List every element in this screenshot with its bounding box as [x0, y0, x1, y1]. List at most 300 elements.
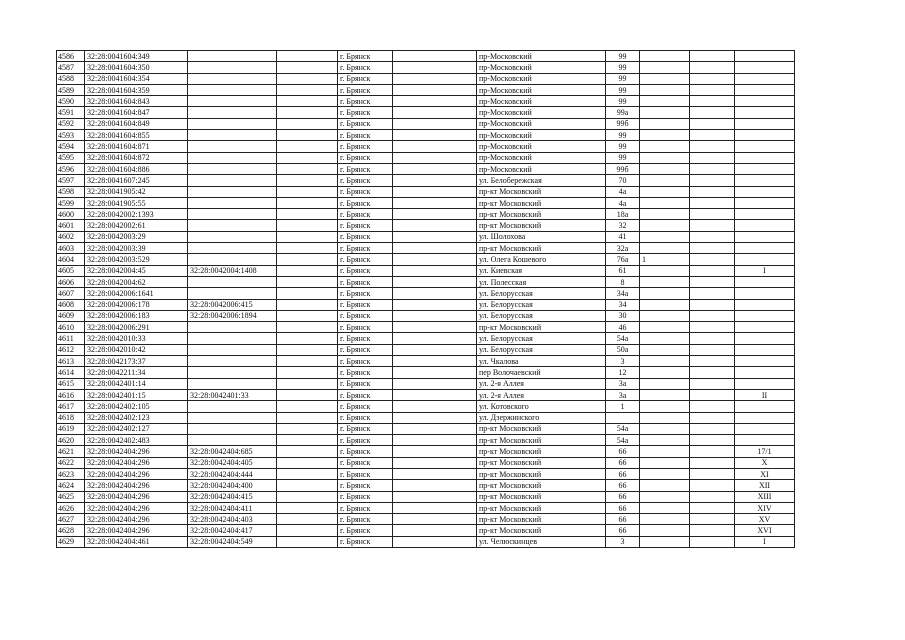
cell-empty-col-10	[690, 468, 735, 479]
cell-empty-col-6	[393, 186, 477, 197]
cell-related-cadastral-number	[188, 231, 277, 242]
cell-house-number: 3	[606, 356, 640, 367]
cell-street: пр-Московский	[477, 141, 606, 152]
cell-house-number: 34а	[606, 288, 640, 299]
cell-house-number: 34	[606, 299, 640, 310]
cell-related-cadastral-number: 32:28:0042404:415	[188, 491, 277, 502]
cell-house-number: 99	[606, 73, 640, 84]
cell-related-cadastral-number	[188, 118, 277, 129]
cell-empty-col-4	[277, 525, 338, 536]
cell-premises-number	[735, 243, 795, 254]
cell-city: г. Брянск	[338, 423, 393, 434]
cell-building-number	[640, 446, 690, 457]
cell-related-cadastral-number: 32:28:0042404:400	[188, 480, 277, 491]
cell-cadastral-number: 32:28:0042006:1641	[85, 288, 188, 299]
cell-related-cadastral-number	[188, 141, 277, 152]
cell-city: г. Брянск	[338, 220, 393, 231]
cell-row-number: 4603	[57, 243, 85, 254]
cell-house-number	[606, 412, 640, 423]
cell-empty-col-6	[393, 299, 477, 310]
cell-building-number	[640, 288, 690, 299]
cell-empty-col-6	[393, 423, 477, 434]
cell-city: г. Брянск	[338, 141, 393, 152]
cell-house-number: 50а	[606, 344, 640, 355]
cell-cadastral-number: 32:28:0042404:296	[85, 446, 188, 457]
cell-cadastral-number: 32:28:0041604:350	[85, 62, 188, 73]
cell-empty-col-6	[393, 265, 477, 276]
cell-building-number	[640, 186, 690, 197]
cell-cadastral-number: 32:28:0042404:296	[85, 491, 188, 502]
cell-street: пр-кт Московский	[477, 186, 606, 197]
cell-premises-number	[735, 310, 795, 321]
cell-row-number: 4619	[57, 423, 85, 434]
cell-related-cadastral-number: 32:28:0042404:549	[188, 536, 277, 547]
cell-related-cadastral-number	[188, 175, 277, 186]
cell-empty-col-10	[690, 412, 735, 423]
cell-related-cadastral-number: 32:28:0042404:403	[188, 514, 277, 525]
cell-empty-col-10	[690, 502, 735, 513]
cell-related-cadastral-number	[188, 163, 277, 174]
table-row	[57, 389, 795, 400]
cell-building-number	[640, 378, 690, 389]
cell-empty-col-6	[393, 468, 477, 479]
cell-empty-col-10	[690, 457, 735, 468]
cell-premises-number: XV	[735, 514, 795, 525]
cell-premises-number	[735, 423, 795, 434]
cell-empty-col-6	[393, 107, 477, 118]
cell-cadastral-number: 32:28:0041905:55	[85, 197, 188, 208]
cell-empty-col-10	[690, 435, 735, 446]
table-row	[57, 175, 795, 186]
cell-row-number: 4628	[57, 525, 85, 536]
cell-row-number: 4614	[57, 367, 85, 378]
cell-related-cadastral-number	[188, 344, 277, 355]
table-row	[57, 197, 795, 208]
cell-building-number: 1	[640, 254, 690, 265]
cell-empty-col-4	[277, 163, 338, 174]
cell-related-cadastral-number	[188, 423, 277, 434]
cell-empty-col-6	[393, 152, 477, 163]
cell-empty-col-4	[277, 73, 338, 84]
cell-empty-col-4	[277, 423, 338, 434]
cell-related-cadastral-number	[188, 130, 277, 141]
cell-empty-col-6	[393, 457, 477, 468]
cell-row-number: 4621	[57, 446, 85, 457]
cell-street: пр-Московский	[477, 73, 606, 84]
cell-related-cadastral-number	[188, 412, 277, 423]
cell-city: г. Брянск	[338, 446, 393, 457]
cell-street: ул. 2-я Аллея	[477, 389, 606, 400]
cell-street: ул. Дзержинского	[477, 412, 606, 423]
cell-cadastral-number: 32:28:0042402:123	[85, 412, 188, 423]
cell-building-number	[640, 265, 690, 276]
cell-street: пр-кт Московский	[477, 502, 606, 513]
cell-related-cadastral-number	[188, 209, 277, 220]
cell-cadastral-number: 32:28:0042003:39	[85, 243, 188, 254]
cell-row-number: 4589	[57, 84, 85, 95]
cell-city: г. Брянск	[338, 84, 393, 95]
cell-premises-number	[735, 333, 795, 344]
table-row	[57, 141, 795, 152]
cell-row-number: 4588	[57, 73, 85, 84]
cell-related-cadastral-number: 32:28:0042004:1408	[188, 265, 277, 276]
cell-empty-col-6	[393, 73, 477, 84]
cell-premises-number	[735, 186, 795, 197]
table-row	[57, 107, 795, 118]
cell-premises-number: X	[735, 457, 795, 468]
cell-cadastral-number: 32:28:0042002:61	[85, 220, 188, 231]
cell-empty-col-6	[393, 220, 477, 231]
cell-house-number: 32а	[606, 243, 640, 254]
cell-empty-col-4	[277, 62, 338, 73]
cell-related-cadastral-number	[188, 333, 277, 344]
cell-cadastral-number: 32:28:0042404:296	[85, 468, 188, 479]
table-row	[57, 514, 795, 525]
cell-street: ул. Чкалова	[477, 356, 606, 367]
cell-cadastral-number: 32:28:0042404:296	[85, 514, 188, 525]
cell-empty-col-6	[393, 141, 477, 152]
cell-premises-number	[735, 209, 795, 220]
cell-street: пр-кт Московский	[477, 209, 606, 220]
cell-related-cadastral-number	[188, 288, 277, 299]
cell-street: пр-Московский	[477, 152, 606, 163]
cell-street: пр-Московский	[477, 84, 606, 95]
cell-related-cadastral-number	[188, 356, 277, 367]
cell-row-number: 4599	[57, 197, 85, 208]
cell-cadastral-number: 32:28:0042404:461	[85, 536, 188, 547]
cell-house-number: 66	[606, 514, 640, 525]
cell-empty-col-6	[393, 435, 477, 446]
cell-empty-col-4	[277, 152, 338, 163]
cell-building-number	[640, 514, 690, 525]
cell-empty-col-4	[277, 457, 338, 468]
cell-empty-col-10	[690, 276, 735, 287]
cell-city: г. Брянск	[338, 288, 393, 299]
cell-premises-number	[735, 231, 795, 242]
cell-empty-col-6	[393, 446, 477, 457]
cell-empty-col-4	[277, 401, 338, 412]
cell-building-number	[640, 367, 690, 378]
cell-premises-number	[735, 220, 795, 231]
cell-related-cadastral-number	[188, 84, 277, 95]
cell-street: ул. Белорусская	[477, 344, 606, 355]
cell-house-number: 99	[606, 141, 640, 152]
cell-empty-col-4	[277, 446, 338, 457]
cell-premises-number	[735, 130, 795, 141]
cell-empty-col-4	[277, 502, 338, 513]
cell-house-number: 4а	[606, 186, 640, 197]
table-row	[57, 446, 795, 457]
cell-street: ул. Белорусская	[477, 299, 606, 310]
table-row	[57, 310, 795, 321]
cell-related-cadastral-number	[188, 243, 277, 254]
cell-empty-col-10	[690, 491, 735, 502]
cell-row-number: 4591	[57, 107, 85, 118]
cell-row-number: 4611	[57, 333, 85, 344]
cell-premises-number	[735, 435, 795, 446]
cell-house-number: 99	[606, 51, 640, 62]
cell-related-cadastral-number	[188, 186, 277, 197]
cell-house-number: 99б	[606, 163, 640, 174]
table-row	[57, 220, 795, 231]
cell-premises-number: II	[735, 389, 795, 400]
cell-cadastral-number: 32:28:0041604:886	[85, 163, 188, 174]
cell-street: ул. Белобережская	[477, 175, 606, 186]
cell-related-cadastral-number	[188, 276, 277, 287]
cell-premises-number	[735, 141, 795, 152]
cell-street: пр-Московский	[477, 118, 606, 129]
table-row	[57, 412, 795, 423]
cell-cadastral-number: 32:28:0041604:855	[85, 130, 188, 141]
cell-related-cadastral-number	[188, 378, 277, 389]
cell-empty-col-10	[690, 378, 735, 389]
cell-row-number: 4595	[57, 152, 85, 163]
cell-building-number	[640, 356, 690, 367]
cell-empty-col-10	[690, 73, 735, 84]
cell-empty-col-4	[277, 118, 338, 129]
table-row	[57, 118, 795, 129]
cell-row-number: 4608	[57, 299, 85, 310]
cell-city: г. Брянск	[338, 389, 393, 400]
cell-row-number: 4586	[57, 51, 85, 62]
cell-building-number	[640, 536, 690, 547]
cell-house-number: 41	[606, 231, 640, 242]
cell-city: г. Брянск	[338, 96, 393, 107]
cadastral-register-table	[56, 50, 795, 548]
table-row	[57, 163, 795, 174]
cell-row-number: 4617	[57, 401, 85, 412]
cell-empty-col-6	[393, 130, 477, 141]
cell-street: пер Волочаевский	[477, 367, 606, 378]
table-row	[57, 288, 795, 299]
cell-row-number: 4602	[57, 231, 85, 242]
table-row	[57, 525, 795, 536]
cell-premises-number	[735, 356, 795, 367]
cell-premises-number: I	[735, 536, 795, 547]
cell-house-number: 4а	[606, 197, 640, 208]
cell-premises-number	[735, 254, 795, 265]
cell-city: г. Брянск	[338, 51, 393, 62]
cell-house-number: 54а	[606, 333, 640, 344]
cell-city: г. Брянск	[338, 276, 393, 287]
cell-empty-col-4	[277, 130, 338, 141]
cell-city: г. Брянск	[338, 322, 393, 333]
cell-empty-col-4	[277, 141, 338, 152]
cell-empty-col-4	[277, 243, 338, 254]
cell-empty-col-6	[393, 344, 477, 355]
cell-empty-col-4	[277, 265, 338, 276]
table-row	[57, 468, 795, 479]
cell-related-cadastral-number	[188, 96, 277, 107]
cell-empty-col-10	[690, 536, 735, 547]
cell-street: ул. Котовского	[477, 401, 606, 412]
cell-cadastral-number: 32:28:0042402:483	[85, 435, 188, 446]
cell-building-number	[640, 163, 690, 174]
cell-empty-col-4	[277, 231, 338, 242]
cell-city: г. Брянск	[338, 457, 393, 468]
cell-street: ул. Полесская	[477, 276, 606, 287]
cell-house-number: 30	[606, 310, 640, 321]
cell-building-number	[640, 130, 690, 141]
cell-empty-col-10	[690, 299, 735, 310]
cell-related-cadastral-number	[188, 152, 277, 163]
cell-building-number	[640, 491, 690, 502]
cell-cadastral-number: 32:28:0042003:529	[85, 254, 188, 265]
cell-building-number	[640, 333, 690, 344]
table-row	[57, 96, 795, 107]
cell-empty-col-6	[393, 84, 477, 95]
cell-related-cadastral-number	[188, 107, 277, 118]
cell-cadastral-number: 32:28:0041604:849	[85, 118, 188, 129]
cell-cadastral-number: 32:28:0042404:296	[85, 502, 188, 513]
cell-empty-col-4	[277, 333, 338, 344]
cell-cadastral-number: 32:28:0042004:45	[85, 265, 188, 276]
cell-related-cadastral-number	[188, 73, 277, 84]
cell-cadastral-number: 32:28:0042211:34	[85, 367, 188, 378]
cell-related-cadastral-number: 32:28:0042404:411	[188, 502, 277, 513]
cell-city: г. Брянск	[338, 401, 393, 412]
cell-street: пр-кт Московский	[477, 491, 606, 502]
cell-related-cadastral-number	[188, 322, 277, 333]
cell-building-number	[640, 84, 690, 95]
cell-city: г. Брянск	[338, 378, 393, 389]
cell-empty-col-4	[277, 536, 338, 547]
table-row	[57, 356, 795, 367]
cell-row-number: 4612	[57, 344, 85, 355]
cell-street: пр-кт Московский	[477, 457, 606, 468]
cell-empty-col-10	[690, 525, 735, 536]
cell-row-number: 4594	[57, 141, 85, 152]
cell-building-number	[640, 401, 690, 412]
cell-city: г. Брянск	[338, 333, 393, 344]
cell-street: пр-кт Московский	[477, 197, 606, 208]
cell-house-number: 99	[606, 84, 640, 95]
cell-building-number	[640, 299, 690, 310]
cell-building-number	[640, 344, 690, 355]
cell-cadastral-number: 32:28:0041604:843	[85, 96, 188, 107]
cell-empty-col-10	[690, 389, 735, 400]
cell-street: ул. Шолохова	[477, 231, 606, 242]
cell-related-cadastral-number	[188, 197, 277, 208]
cell-cadastral-number: 32:28:0042173:37	[85, 356, 188, 367]
cell-cadastral-number: 32:28:0041604:872	[85, 152, 188, 163]
cell-empty-col-6	[393, 197, 477, 208]
cell-cadastral-number: 32:28:0041604:354	[85, 73, 188, 84]
table-row	[57, 51, 795, 62]
cell-related-cadastral-number: 32:28:0042404:417	[188, 525, 277, 536]
cell-empty-col-10	[690, 310, 735, 321]
cell-premises-number	[735, 378, 795, 389]
cell-house-number: 61	[606, 265, 640, 276]
cell-empty-col-10	[690, 254, 735, 265]
cell-related-cadastral-number: 32:28:0042404:405	[188, 457, 277, 468]
cell-building-number	[640, 209, 690, 220]
cell-street: пр-Московский	[477, 163, 606, 174]
cell-building-number	[640, 502, 690, 513]
cell-building-number	[640, 62, 690, 73]
cell-house-number: 8	[606, 276, 640, 287]
cell-empty-col-4	[277, 468, 338, 479]
cell-empty-col-6	[393, 502, 477, 513]
cell-row-number: 4607	[57, 288, 85, 299]
cell-empty-col-10	[690, 130, 735, 141]
cell-cadastral-number: 32:28:0042401:14	[85, 378, 188, 389]
cell-city: г. Брянск	[338, 502, 393, 513]
cell-city: г. Брянск	[338, 525, 393, 536]
table-row	[57, 243, 795, 254]
cell-empty-col-10	[690, 175, 735, 186]
cell-row-number: 4597	[57, 175, 85, 186]
cell-row-number: 4601	[57, 220, 85, 231]
cell-empty-col-4	[277, 367, 338, 378]
cell-cadastral-number: 32:28:0042003:29	[85, 231, 188, 242]
table-row	[57, 186, 795, 197]
cell-house-number: 66	[606, 480, 640, 491]
cell-city: г. Брянск	[338, 73, 393, 84]
cell-empty-col-6	[393, 333, 477, 344]
cell-empty-col-10	[690, 322, 735, 333]
cell-empty-col-10	[690, 514, 735, 525]
cell-city: г. Брянск	[338, 491, 393, 502]
cell-building-number	[640, 231, 690, 242]
cell-street: пр-кт Московский	[477, 480, 606, 491]
cell-empty-col-4	[277, 356, 338, 367]
cell-row-number: 4609	[57, 310, 85, 321]
cell-empty-col-6	[393, 514, 477, 525]
cell-row-number: 4598	[57, 186, 85, 197]
cell-empty-col-10	[690, 84, 735, 95]
cell-house-number: 70	[606, 175, 640, 186]
cell-premises-number: XI	[735, 468, 795, 479]
cell-row-number: 4615	[57, 378, 85, 389]
cell-row-number: 4627	[57, 514, 85, 525]
cell-building-number	[640, 175, 690, 186]
cell-row-number: 4629	[57, 536, 85, 547]
cell-empty-col-4	[277, 175, 338, 186]
cell-cadastral-number: 32:28:0042404:296	[85, 525, 188, 536]
table-row	[57, 378, 795, 389]
cell-empty-col-6	[393, 288, 477, 299]
cell-house-number: 3а	[606, 389, 640, 400]
cell-street: ул. Челюскинцев	[477, 536, 606, 547]
cell-empty-col-4	[277, 322, 338, 333]
cell-empty-col-6	[393, 367, 477, 378]
cell-premises-number	[735, 344, 795, 355]
table-row	[57, 265, 795, 276]
cell-cadastral-number: 32:28:0042401:15	[85, 389, 188, 400]
cell-building-number	[640, 51, 690, 62]
cell-house-number: 46	[606, 322, 640, 333]
cell-empty-col-6	[393, 62, 477, 73]
cell-cadastral-number: 32:28:0042006:291	[85, 322, 188, 333]
cell-premises-number	[735, 412, 795, 423]
cell-street: пр-кт Московский	[477, 423, 606, 434]
cell-empty-col-4	[277, 51, 338, 62]
cell-street: пр-Московский	[477, 130, 606, 141]
cell-empty-col-10	[690, 163, 735, 174]
cell-premises-number	[735, 367, 795, 378]
cell-empty-col-6	[393, 525, 477, 536]
cell-empty-col-4	[277, 435, 338, 446]
cell-premises-number: XVI	[735, 525, 795, 536]
cell-building-number	[640, 152, 690, 163]
cell-related-cadastral-number: 32:28:0042404:685	[188, 446, 277, 457]
cell-empty-col-10	[690, 62, 735, 73]
table-row	[57, 423, 795, 434]
table-row	[57, 502, 795, 513]
cell-related-cadastral-number: 32:28:0042006:1894	[188, 310, 277, 321]
cell-house-number: 54а	[606, 435, 640, 446]
